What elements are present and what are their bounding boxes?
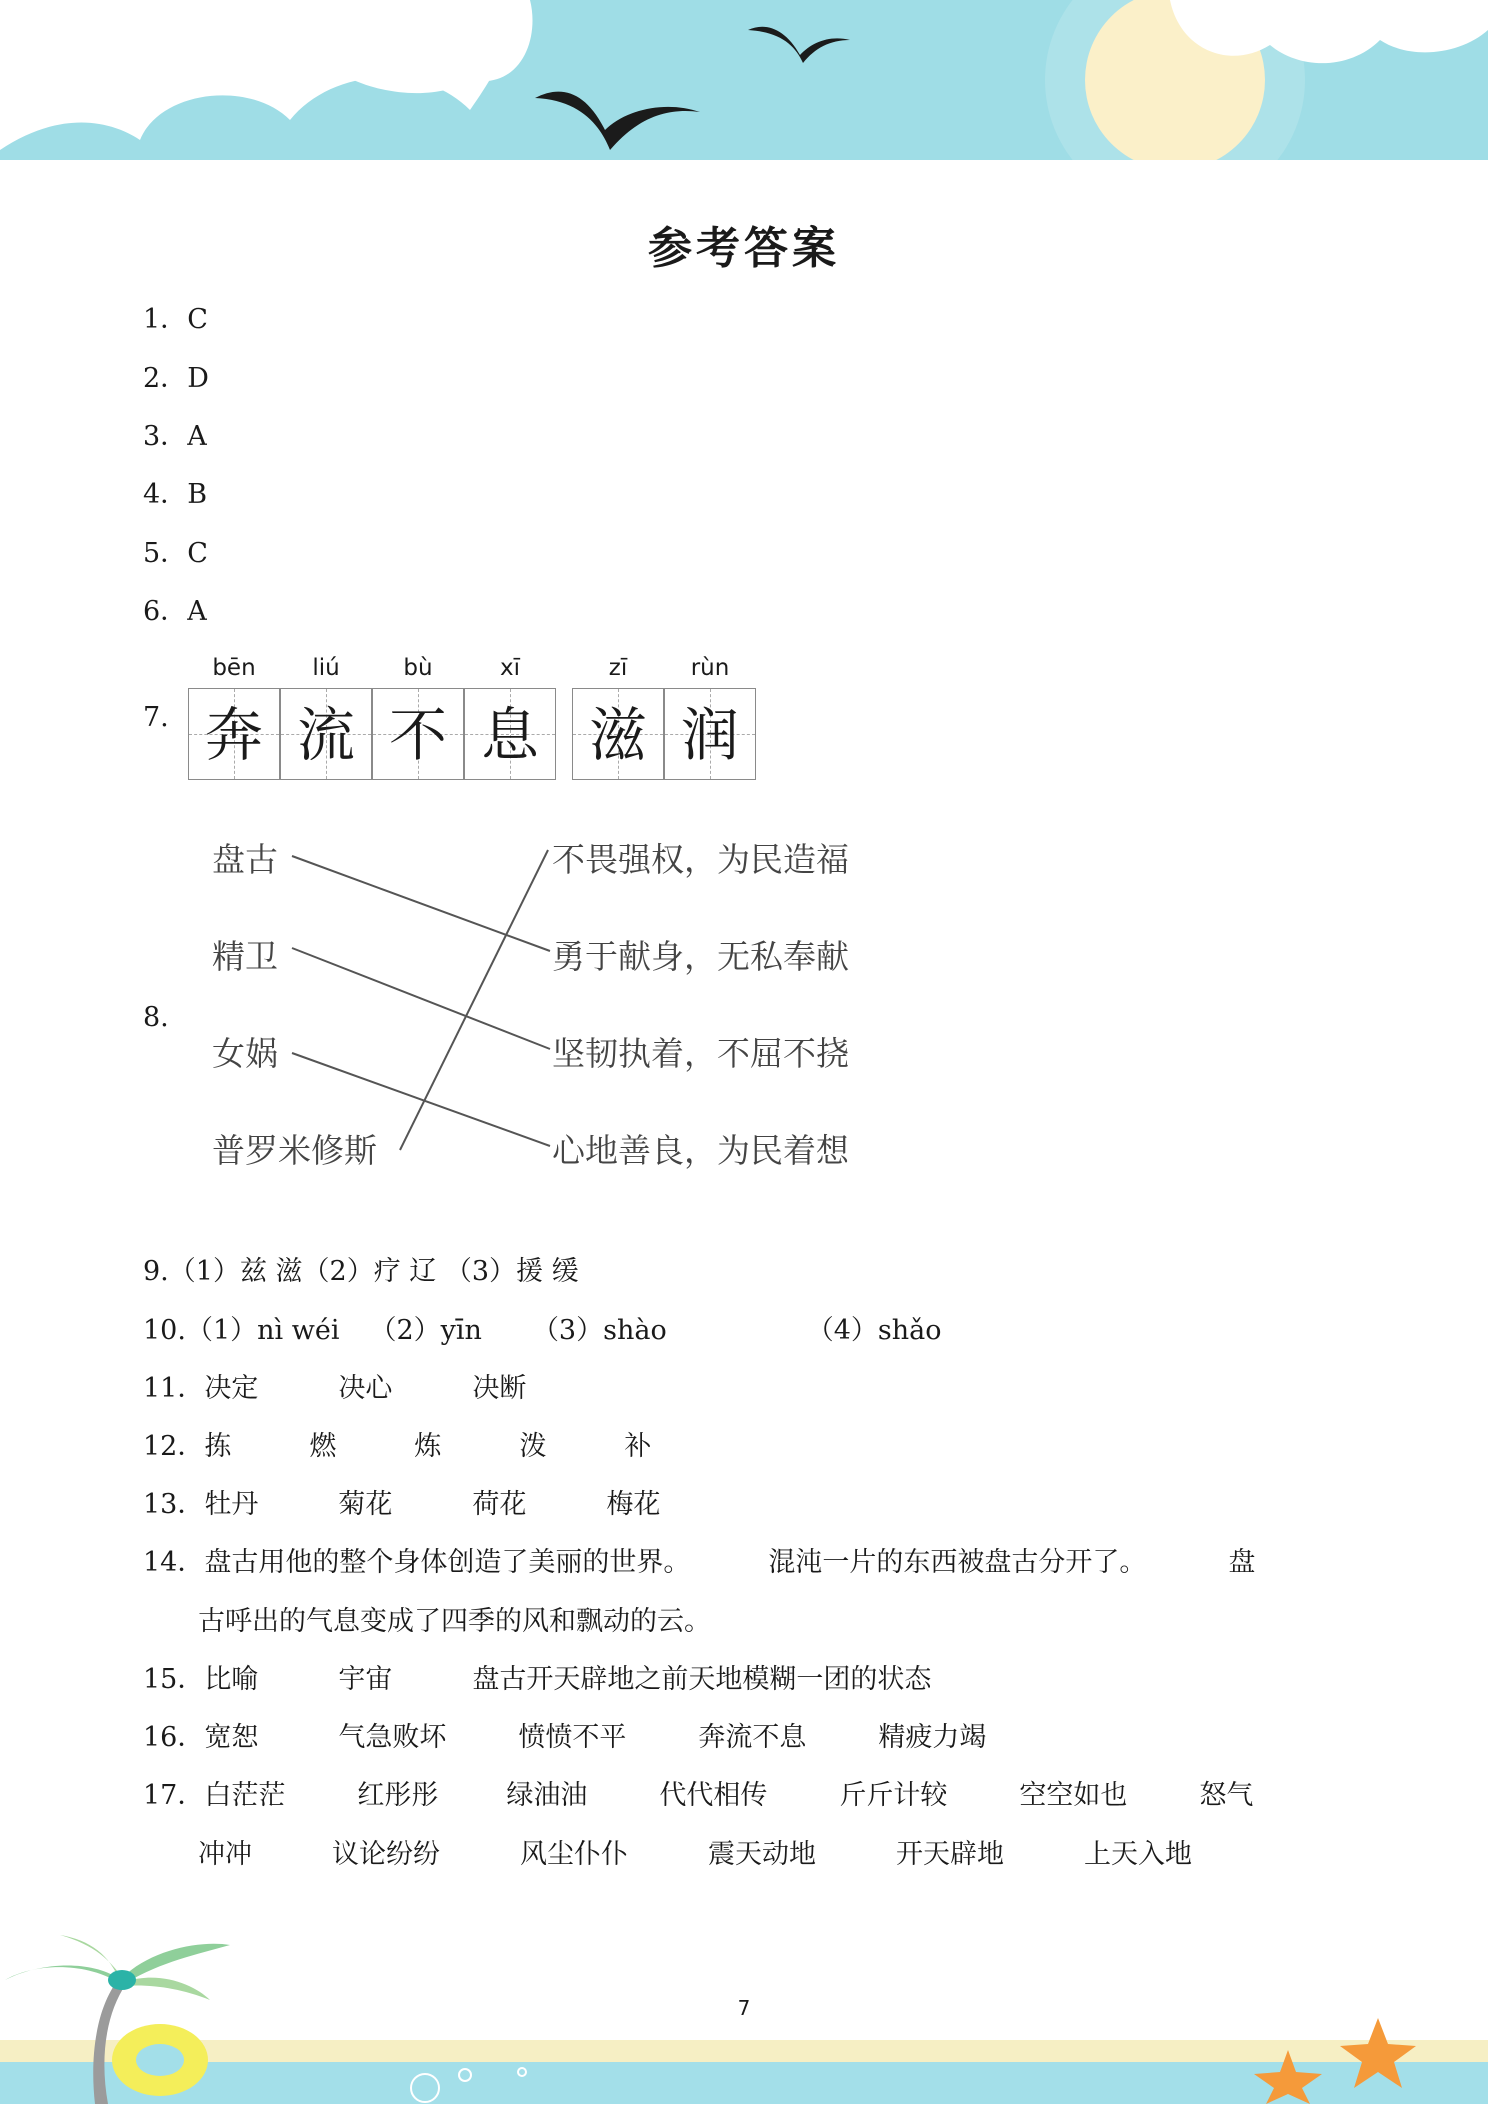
match-line <box>292 948 550 1049</box>
match-left-item: 精卫 <box>212 937 278 976</box>
answer-line: 9.（1）兹 滋（2）疗 辽 （3）援 缓 <box>143 1256 579 1287</box>
hanzi-grid-cell: 流 <box>280 688 372 780</box>
page-title: 参考答案 <box>648 223 840 274</box>
answer-line: 16．宽恕 气急败坏 愤愤不平 奔流不息 精疲力竭 <box>143 1722 987 1753</box>
answer-line-continued: 古呼出的气息变成了四季的风和飘动的云。 <box>198 1606 711 1637</box>
bottom-beach-decoration <box>0 1900 1488 2104</box>
hanzi-grid-cell: 不 <box>372 688 464 780</box>
answer-line: 11．决定 决心 决断 <box>143 1373 527 1404</box>
pinyin-label: rùn <box>690 655 730 681</box>
answer-line: 12．拣 燃 炼 泼 补 <box>143 1431 652 1462</box>
match-left-item: 普罗米修斯 <box>212 1131 377 1170</box>
q8-number: 8. <box>143 1002 169 1033</box>
match-line <box>292 1053 550 1146</box>
pinyin-label: xī <box>499 655 520 681</box>
answer-line: 2．D <box>143 363 209 394</box>
answer-line: 3．A <box>143 421 207 452</box>
match-right-item: 不畏强权，为民造福 <box>552 840 849 879</box>
answer-line: 15．比喻 宇宙 盘古开天辟地之前天地模糊一团的状态 <box>143 1664 932 1695</box>
match-line <box>292 856 550 951</box>
hanzi-grid-cell: 润 <box>664 688 756 780</box>
answer-line: 6．A <box>143 596 207 627</box>
hanzi-grid-cell: 奔 <box>188 688 280 780</box>
match-left-item: 女娲 <box>212 1034 278 1073</box>
pinyin-label: liú <box>312 655 340 681</box>
match-left-item: 盘古 <box>212 840 278 879</box>
hanzi-grid-cell: 息 <box>464 688 556 780</box>
hanzi-grid-cell: 滋 <box>572 688 664 780</box>
pinyin-label: bù <box>403 655 433 681</box>
q7-number: 7. <box>143 702 169 733</box>
pinyin-label: zī <box>608 655 628 681</box>
answer-line: 1．C <box>143 304 208 335</box>
answer-line: 13．牡丹 菊花 荷花 梅花 <box>143 1489 661 1520</box>
answer-line: 4．B <box>143 479 208 510</box>
answer-line: 5．C <box>143 538 208 569</box>
match-right-item: 心地善良，为民着想 <box>552 1131 849 1170</box>
answer-line: 10.（1）nì wéi （2）yīn （3）shào （4）shǎo <box>143 1315 942 1346</box>
page-number: 7 <box>737 1996 751 2020</box>
match-right-item: 勇于献身，无私奉献 <box>552 937 849 976</box>
pinyin-label: bēn <box>212 655 256 681</box>
answer-line: 17．白茫茫 红彤彤 绿油油 代代相传 斤斤计较 空空如也 怒气 <box>143 1780 1254 1811</box>
answer-line: 14．盘古用他的整个身体创造了美丽的世界。 混沌一片的东西被盘古分开了。 盘 <box>143 1547 1256 1578</box>
match-right-item: 坚韧执着，不屈不挠 <box>552 1034 849 1073</box>
answer-line-continued: 冲冲 议论纷纷 风尘仆仆 震天动地 开天辟地 上天入地 <box>198 1839 1192 1870</box>
swim-ring-icon <box>112 2024 208 2096</box>
